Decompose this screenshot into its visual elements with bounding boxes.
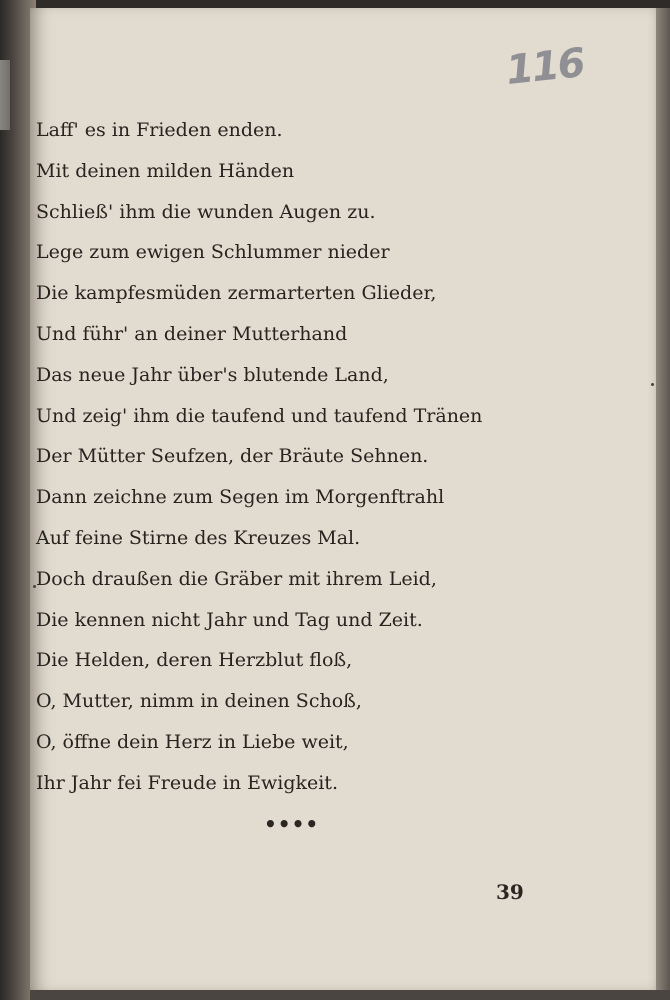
section-ornament: ••••: [264, 812, 320, 836]
paper-speck: [651, 383, 654, 386]
poem-line: Die Helden, deren Herzblut floß,: [36, 649, 353, 672]
paper-speck: [33, 585, 36, 588]
poem-line: Und führ' an deiner Mutterhand: [36, 322, 348, 345]
poem-line: Laff' es in Frieden enden.: [36, 119, 283, 141]
poem-line: Dann zeichne zum Segen im Morgenftrahl: [36, 486, 445, 509]
poem-line: O, Mutter, nimm in deinen Schoß,: [36, 690, 362, 713]
poem-line: Mit deinen milden Händen: [36, 159, 295, 182]
scan-top-border: [0, 0, 670, 8]
poem-line: Und zeig' ihm die taufend und taufend Tränen: [36, 404, 483, 427]
poem-line: Doch draußen die Gräber mit ihrem Leid,: [36, 567, 437, 590]
poem-line: Das neue Jahr über's blutende Land,: [36, 363, 389, 386]
adjacent-page-edge: [0, 60, 10, 130]
poem-line: Auf feine Stirne des Kreuzes Mal.: [36, 526, 361, 549]
poem-line: Der Mütter Seufzen, der Bräute Sehnen.: [36, 445, 429, 468]
page-bottom-edge: [30, 990, 670, 1000]
page-right-edge: [656, 8, 670, 1000]
poem-line: O, öffne dein Herz in Liebe weit,: [36, 730, 349, 753]
poem-line: Schließ' ihm die wunden Augen zu.: [36, 200, 376, 223]
poem-line: Die kampfesmüden zermarterten Glieder,: [36, 282, 437, 305]
poem-line: Lege zum ewigen Schlummer nieder: [36, 241, 390, 264]
poem-text: [36, 110, 482, 804]
page-number: 39: [496, 880, 524, 904]
poem-line: Die kennen nicht Jahr und Tag und Zeit.: [36, 608, 423, 631]
handwritten-folio-number: 116: [503, 40, 586, 94]
poem-line: Ihr Jahr fei Freude in Ewigkeit.: [36, 771, 338, 794]
